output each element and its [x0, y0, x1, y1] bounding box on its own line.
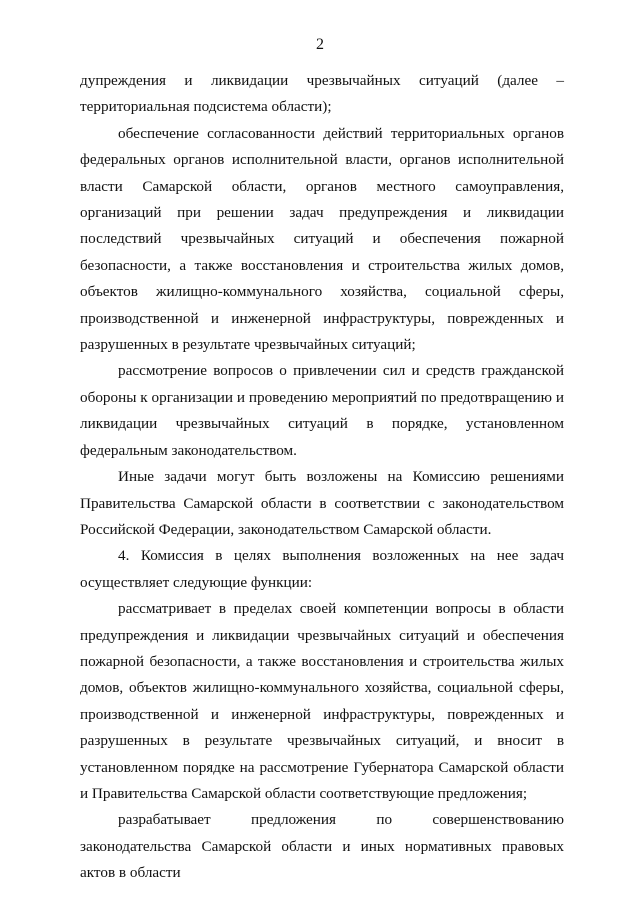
page-number: 2 — [316, 36, 324, 53]
paragraph-continuation: дупреждения и ликвидации чрезвычайных ситуаций (далее – территориальная подсистема области); — [80, 72, 564, 116]
body-text — [80, 68, 564, 887]
paragraph-considers: рассматривает в пределах своей компетенции вопросы в области предупреждения и ликвидации чрезвычайных ситуаций и обеспечения пожарной безопасности, а также восстановления и строительства жилых домов, объектов жилищно-коммунального хозяйства, социальной сферы, производственной и инженерной инфраструктуры, поврежденных и разрушенных в результате чрезвычайных ситуаций, и вносит в установленном порядке на рассмотрение Губернатора Самарской области и Правительства Самарской области соответствующие предложения; — [80, 600, 564, 802]
paragraph-other-tasks: Иные задачи могут быть возложены на Комиссию решениями Правительства Самарской области в соответствии с законодательством Российской Федерации, законодательством Самарской области. — [80, 468, 564, 538]
paragraph-civil-defense: рассмотрение вопросов о привлечении сил и средств гражданской обороны к организации и проведению мероприятий по предотвращению и ликвидации чрезвычайных ситуаций в порядке, установленном федеральным законодательством. — [80, 362, 564, 459]
paragraph-functions-intro: 4. Комиссия в целях выполнения возложенных на нее задач осуществляет следующие функции: — [80, 547, 564, 591]
paragraph-develops: разрабатывает предложения по совершенствованию законодательства Самарской области и иных нормативных правовых актов в области — [80, 811, 564, 882]
paragraph-coordination: обеспечение согласованности действий территориальных органов федеральных органов исполнительной власти, органов исполнительной власти Самарской области, органов местного самоуправления, организаций при решении задач предупреждения и ликвидации последствий чрезвычайных ситуаций и обеспечения пожарной безопасности, а также восстановления и строительства жилых домов, объектов жилищно-коммунального хозяйства, социальной сферы, производственной и инженерной инфраструктуры, поврежденных и разрушенных в результате чрезвычайных ситуаций; — [80, 124, 564, 354]
